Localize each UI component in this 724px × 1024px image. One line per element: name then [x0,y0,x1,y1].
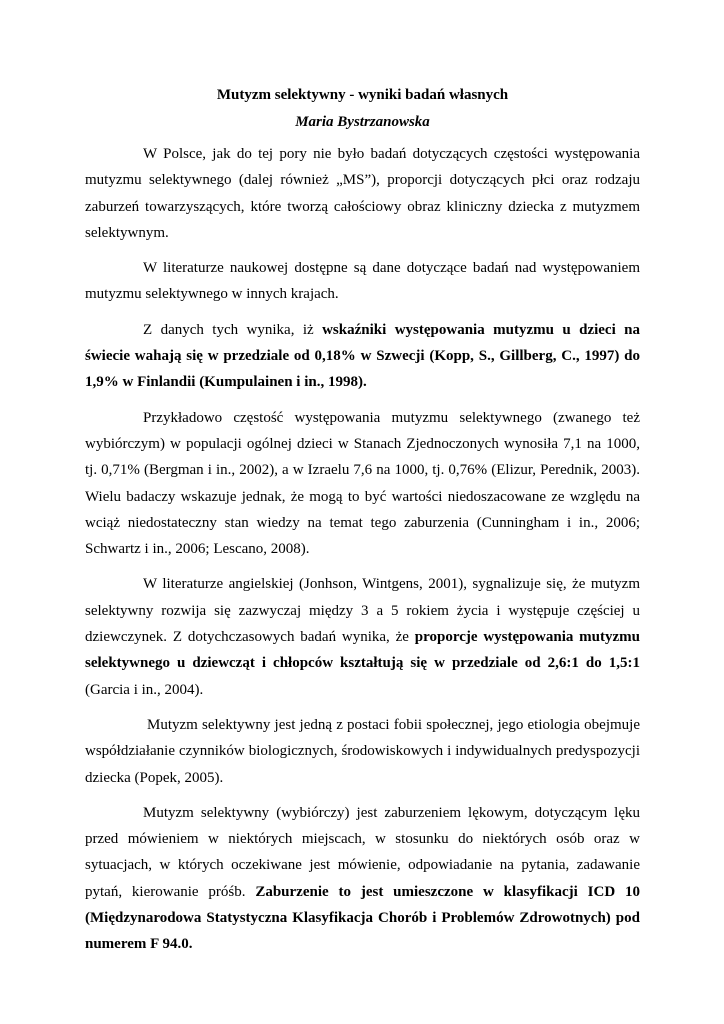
bold-text: wskaźniki występowania mutyzmu u dzieci na świecie wahają się w przedziale od 0,18% w Szwecji (Kopp, S., Gillberg, C., 1997) do 1,9% w Finlandii (Kumpulainen i in., 1998). [85,321,641,391]
bold-text: proporcje występowania mutyzmu selektywnego u dziewcząt i chłopców kształtują się w przedziale od 2,6:1 do 1,5:1 [85,629,640,672]
text-run: Przykładowo częstość występowania mutyzmu selektywnego (zwanego też wybiórczym) w populacji ogólnej dzieci w Stanach Zjednoczonych wynosiła 7,1 na 1000, tj. 0,71% (Bergman i in., 2002), a w Izraelu 7,6 na 1000, tj. 0,76% (Elizur, Perednik, 2003). Wielu badaczy wskazuje jednak, że mogą to być wartości niedoszacowane ze względu na wciąż niedostateczny stan wiedzy na temat tego zaburzenia (Cunningham i in., 2006; Schwartz i in., 2006; Lescano, 2008). [85,409,640,558]
paragraph [85,800,640,958]
paragraph [85,317,640,396]
paragraph [85,141,640,246]
text-run: W Polsce, jak do tej pory nie było badań dotyczących częstości występowania mutyzmu selektywnego (dalej również „MS”), proporcji dotyczących płci oraz rodzaju zaburzeń towarzyszących, które tworzą całościowy obraz kliniczny dziecka z mutyzmem selektywnym. [85,146,640,241]
paragraph [85,712,640,791]
text-run: W literaturze angielskiej (Jonhson, Wintgens, 2001), sygnalizuje się, że mutyzm selektywny rozwija się zazwyczaj między 3 a 5 rokiem życia i występuje częściej u dziewczynek. Z dotychczasowych badań wynika, że [85,576,640,646]
document-author: Maria Bystrzanowska [295,114,430,130]
paragraph [85,255,640,308]
document-body [85,141,640,958]
paragraph [85,405,640,563]
paragraph [85,571,640,702]
document-title: Mutyzm selektywny - wyniki badań własnych [216,87,509,103]
text-run: W literaturze naukowej dostępne są dane dotyczące badań nad występowaniem mutyzmu selektywnego w innych krajach. [85,260,640,303]
text-run: Mutyzm selektywny (wybiórczy) jest zaburzeniem lękowym, dotyczącym lęku przed mówieniem w niektórych miejscach, w stosunku do niektórych osób oraz w sytuacjach, w których oczekiwane jest mówienie, odpowiadanie na pytania, zadawanie pytań, kierowanie próśb. [85,804,640,900]
bold-text: Zaburzenie to jest umieszczone w klasyfikacji ICD 10 (Międzynarodowa Statystyczna Klasyfikacja Chorób i Problemów Zdrowotnych) pod numerem F 94.0. [85,883,641,953]
text-run: Mutyzm selektywny jest jedną z postaci fobii społecznej, jego etiologia obejmuje współdziałanie czynników biologicznych, środowiskowych i indywidualnych predyspozycji dziecka (Popek, 2005). [85,716,640,786]
text-run: (Garcia i in., 2004). [85,681,204,698]
document-page [85,84,640,967]
text-run: Z danych tych wynika, iż [143,321,323,338]
